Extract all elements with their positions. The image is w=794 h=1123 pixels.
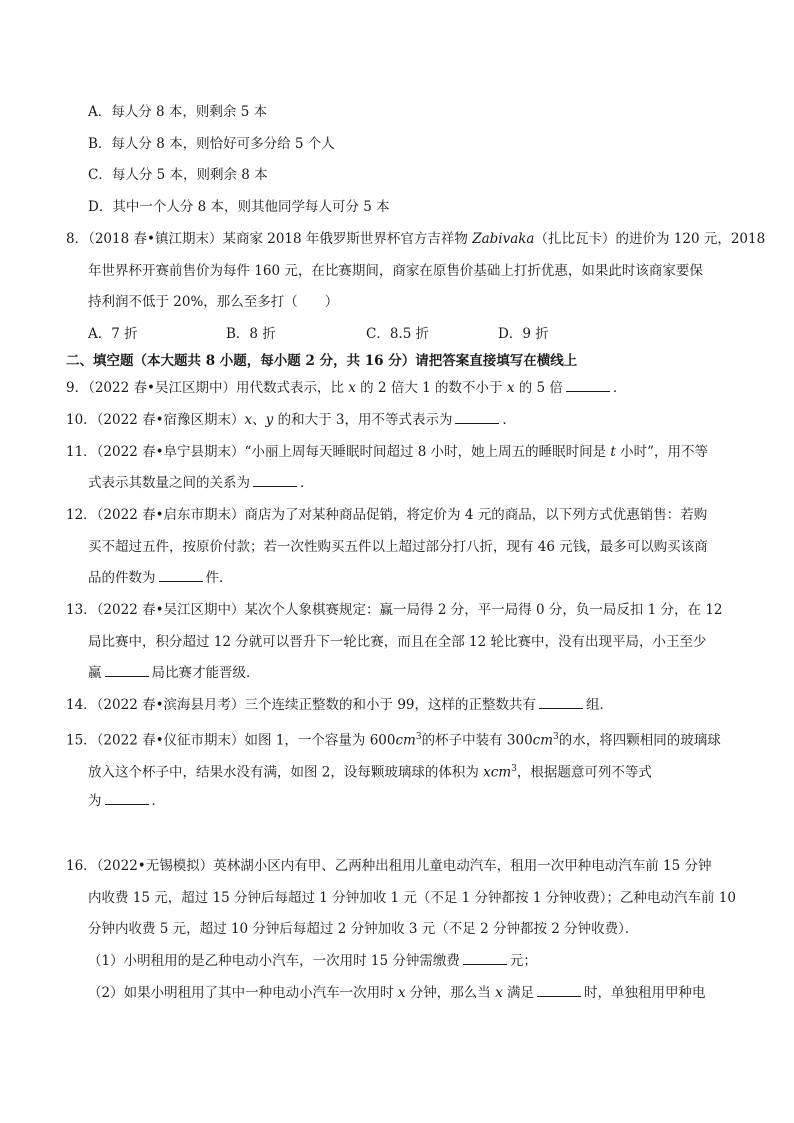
- q15-line3: [88, 791, 165, 811]
- q10-sep: 、: [252, 412, 266, 428]
- q15-line2: [88, 759, 652, 783]
- q13-line3: [88, 663, 260, 683]
- q14: [66, 695, 613, 715]
- q9-text-b: 的 2 倍大 1 的数不小于: [355, 380, 507, 396]
- q16-sub1-text: （1）小明租用的是乙种电动小汽车，一次用时 15 分钟需缴费: [88, 953, 460, 969]
- q16-sub1-end: 元；: [509, 953, 537, 969]
- q15-end: ．: [151, 793, 165, 809]
- q15-text-b: 的杯子中装有 300: [421, 732, 533, 749]
- q8-option-d: D．9 折: [498, 326, 549, 342]
- q16-var-x: x: [397, 985, 406, 1001]
- q9-var-x: x: [348, 380, 356, 396]
- q8-option-b: B．8 折: [226, 326, 276, 342]
- q14-text: 14．（2022 春•滨海县月考）三个连续正整数的和小于 99，这样的正整数共有: [66, 697, 537, 713]
- q7-option-b: B．每人分 8 本，则恰好可多分给 5 个人: [88, 136, 335, 152]
- q9-answer-blank[interactable]: [566, 379, 610, 392]
- q11-line1: [66, 442, 708, 462]
- q16-sub2-text-b: 分钟，那么当: [405, 985, 496, 1001]
- q11-end: ．: [300, 475, 314, 491]
- q7-option-d: D．其中一个人分 8 本，则其他同学每人可分 5 本: [88, 199, 390, 215]
- q9-end: ．: [612, 380, 627, 396]
- q13-line2: 局比赛中，积分超过 12 分就可以晋升下一轮比赛，而且在全部 12 轮比赛中，没有出现平局，小王至少: [88, 634, 707, 650]
- q13-answer-blank[interactable]: [105, 664, 149, 677]
- q16-sub1: [88, 951, 537, 971]
- q13-line1: 13．（2022 春•吴江区期中）某次个人象棋赛规定：赢一局得 2 分，平一局得 0 分，负一局反扣 1 分，在 12: [66, 602, 723, 618]
- q10: [66, 410, 516, 430]
- q10-text-b: 的和大于 3，用不等式表示为: [273, 412, 453, 428]
- q16-sub2-answer-blank[interactable]: [537, 984, 581, 997]
- q12-end: 件．: [205, 570, 233, 586]
- q11-text-c: 式表示其数量之间的关系为: [88, 475, 250, 491]
- q9: [66, 378, 626, 398]
- q11-text-a: 11．（2022 春•阜宁县期末）“小丽上周每天睡眠时间超过 8 小时，她上周五的睡眠时间是: [66, 444, 611, 460]
- q16-line2: 内收费 15 元，超过 15 分钟后每超过 1 分钟加收 1 元（不足 1 分钟都按 1 分钟收费）；乙种电动汽车前 10: [88, 890, 736, 906]
- q7-option-a: A．每人分 8 本，则剩余 5 本: [88, 104, 268, 120]
- q16-sub2: [88, 983, 706, 1003]
- q12-text: 品的件数为: [88, 570, 156, 586]
- q15-exp-2: 3: [553, 732, 559, 742]
- q11-answer-blank[interactable]: [253, 474, 297, 487]
- q13-text: 赢: [88, 665, 102, 681]
- q7-option-c: C．每人分 5 本，则剩余 8 本: [88, 167, 268, 183]
- q14-end: 组．: [586, 697, 614, 713]
- q15-answer-blank[interactable]: [105, 792, 149, 805]
- q15-unit-2: cm: [532, 732, 554, 749]
- q11-line2: [88, 473, 314, 493]
- q12-line1: 12．（2022 春•启东市期末）商店为了对某种商品促销，将定价为 4 元的商品，以下列方式优惠销售：若购: [66, 507, 708, 523]
- q14-answer-blank[interactable]: [539, 696, 583, 709]
- q8-options: [88, 324, 549, 344]
- q8-text-a: 8．（2018 春•镇江期末）某商家 2018 年俄罗斯世界杯官方吉祥物: [66, 231, 473, 247]
- q15-text-c: 的水，将四颗相同的玻璃球: [558, 732, 721, 749]
- section-2-heading: 二、填空题（本大题共 8 小题，每小题 2 分，共 16 分）请把答案直接填写在横线上: [66, 353, 578, 369]
- q12-answer-blank[interactable]: [159, 569, 203, 582]
- q15-line1: [66, 727, 721, 751]
- q16-sub2-text-d: 时，单独租用甲种电: [584, 985, 706, 1001]
- q12-line2: 买不超过五件，按原价付款；若一次性购买五件以上超过部分打八折，现有 46 元钱，最多可以购买该商: [88, 539, 708, 555]
- q16-var-x2: x: [495, 985, 503, 1001]
- q15-unit-1: cm: [395, 732, 416, 749]
- q15-exp-1: 3: [415, 732, 422, 742]
- q11-var-t: t: [610, 444, 616, 460]
- q8-option-c: C．8.5 折: [366, 326, 430, 342]
- q9-text-c: 的 5 倍: [514, 380, 563, 396]
- q15-exp-3: 3: [511, 764, 517, 774]
- q15-text-f: 为: [88, 793, 102, 809]
- q16-sub2-text-a: （2）如果小明租用了其中一种电动小汽车一次用时: [88, 985, 398, 1001]
- q10-answer-blank[interactable]: [455, 411, 499, 424]
- q15-var-xcm: xcm: [483, 764, 512, 781]
- q13-end: 局比赛才能晋级．: [151, 665, 260, 681]
- q15-text-e: ，根据题意可列不等式: [516, 764, 652, 781]
- q10-var-x: x: [244, 412, 253, 428]
- q9-text-a: 9．（2022 春•吴江区期中）用代数式表示，比: [66, 380, 349, 396]
- q8-line2: 年世界杯开赛前售价为每件 160 元，在比赛期间，商家在原售价基础上打折优惠，如果此时该商家要保: [88, 263, 703, 279]
- q16-line3: 分钟内收费 5 元，超过 10 分钟后每超过 2 分钟加收 3 元（不足 2 分钟都按 2 分钟收费）．: [88, 921, 639, 937]
- q15-text-a: 15．（2022 春•仪征市期末）如图 1，一个容量为 600: [66, 732, 396, 749]
- q10-end: ．: [502, 412, 516, 428]
- q8-mascot-name: Zabivaka: [472, 231, 535, 247]
- q8-line1: [66, 229, 765, 249]
- q12-line3: [88, 568, 233, 588]
- q10-text-a: 10．（2022 春•宿豫区期末）: [66, 412, 245, 428]
- q16-sub2-text-c: 满足: [502, 985, 535, 1001]
- q16-line1: 16．（2022•无锡模拟）英林湖小区内有甲、乙两种出租用儿童电动汽车，租用一次甲种电动汽车前 15 分钟: [66, 858, 712, 874]
- q8-text-b: （扎比瓦卡）的进价为 120 元，2018: [534, 231, 766, 247]
- q8-option-a: A．7 折: [88, 326, 138, 342]
- q15-text-d: 放入这个杯子中，结果水没有满，如图 2，设每颗玻璃球的体积为: [88, 764, 484, 781]
- q8-line3: 持利润不低于 20%，那么至多打（ ）: [88, 294, 339, 310]
- q11-text-b: 小时”，用不等: [615, 444, 709, 460]
- q10-var-y: y: [265, 412, 274, 428]
- q9-var-x2: x: [506, 380, 515, 396]
- q16-sub1-answer-blank[interactable]: [463, 952, 507, 965]
